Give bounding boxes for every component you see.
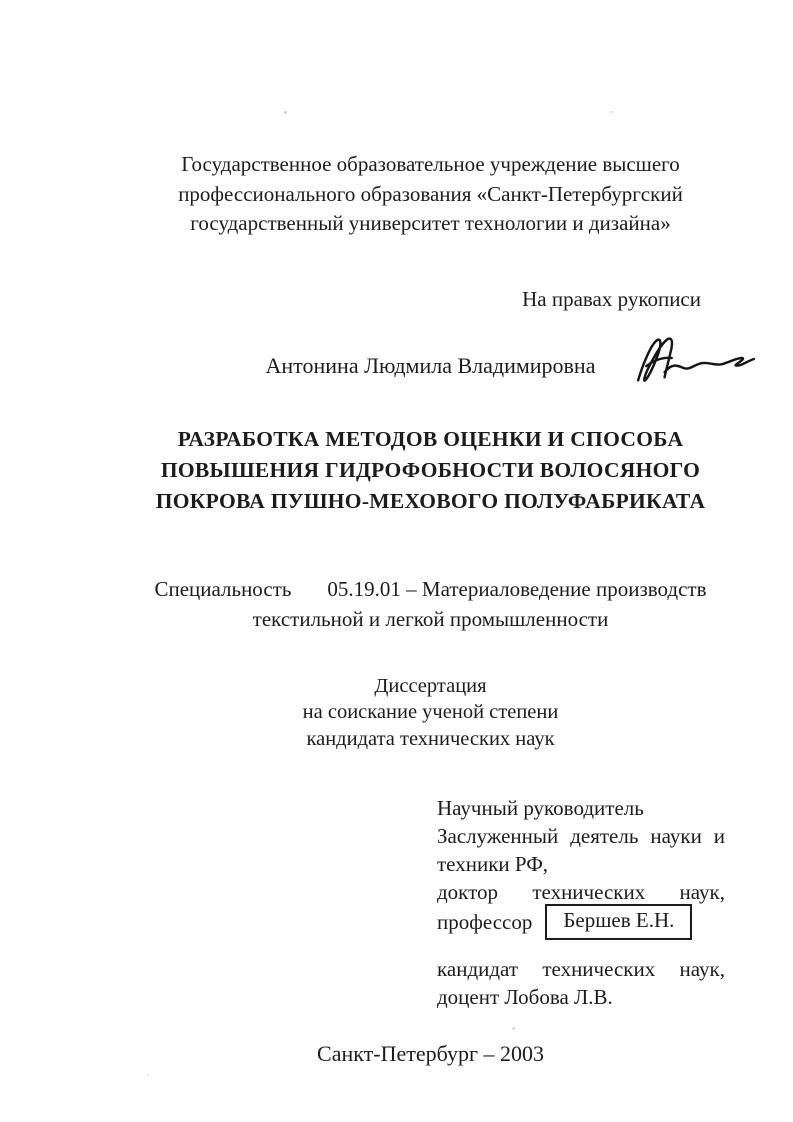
supervisor-line: доктор технических наук,: [437, 880, 725, 904]
title-line: ПОВЫШЕНИЯ ГИДРОФОБНОСТИ ВОЛОСЯНОГО: [160, 457, 701, 482]
consultant-line: доцент Лобова Л.В.: [437, 985, 613, 1009]
institution-block: [68, 150, 793, 239]
supervisor-heading: Научный руководитель: [437, 796, 644, 820]
specialty-code: 05.19.01 – Материаловедение производств: [327, 576, 707, 601]
degree-line: кандидата технических наук: [306, 727, 555, 750]
specialty-block: [68, 574, 793, 634]
degree-line: на соискание ученой степени: [302, 701, 559, 723]
page-content: [68, 0, 793, 1069]
supervisor-prefix: профессор: [437, 910, 533, 934]
institution-line: Государственное образовательное учреждение высшего: [181, 152, 680, 176]
supervisor-block: [437, 794, 725, 940]
institution-line: государственный университет технологии и дизайна»: [190, 211, 671, 235]
specialty-line: [68, 574, 793, 604]
manuscript-rights-note: На правах рукописи: [522, 286, 701, 311]
scan-speck: [147, 1074, 149, 1076]
title-line: РАЗРАБОТКА МЕТОДОВ ОЦЕНКИ И СПОСОБА: [177, 426, 684, 451]
supervisor-line: техники РФ,: [437, 852, 549, 876]
consultant-block: [437, 955, 725, 1011]
specialty-line: текстильной и легкой промышленности: [252, 606, 609, 631]
institution-line: профессионального образования «Санкт-Петербургский: [178, 181, 683, 206]
supervisor-line: Заслуженный деятель науки и: [437, 824, 725, 848]
degree-line: Диссертация: [374, 674, 487, 697]
specialty-label: Специальность: [154, 576, 292, 601]
author-name: Антонина Людмила Владимировна: [265, 352, 596, 378]
degree-block: [68, 673, 793, 753]
supervisor-name-row: [437, 904, 725, 940]
title-line: ПОКРОВА ПУШНО-МЕХОВОГО ПОЛУФАБРИКАТА: [155, 488, 706, 513]
dissertation-title: [68, 424, 793, 517]
consultant-line: кандидат технических наук,: [437, 957, 725, 981]
supervisor-boxed-name: Бершев Е.Н.: [545, 904, 692, 940]
city-year-line: Санкт-Петербург – 2003: [317, 1041, 544, 1066]
